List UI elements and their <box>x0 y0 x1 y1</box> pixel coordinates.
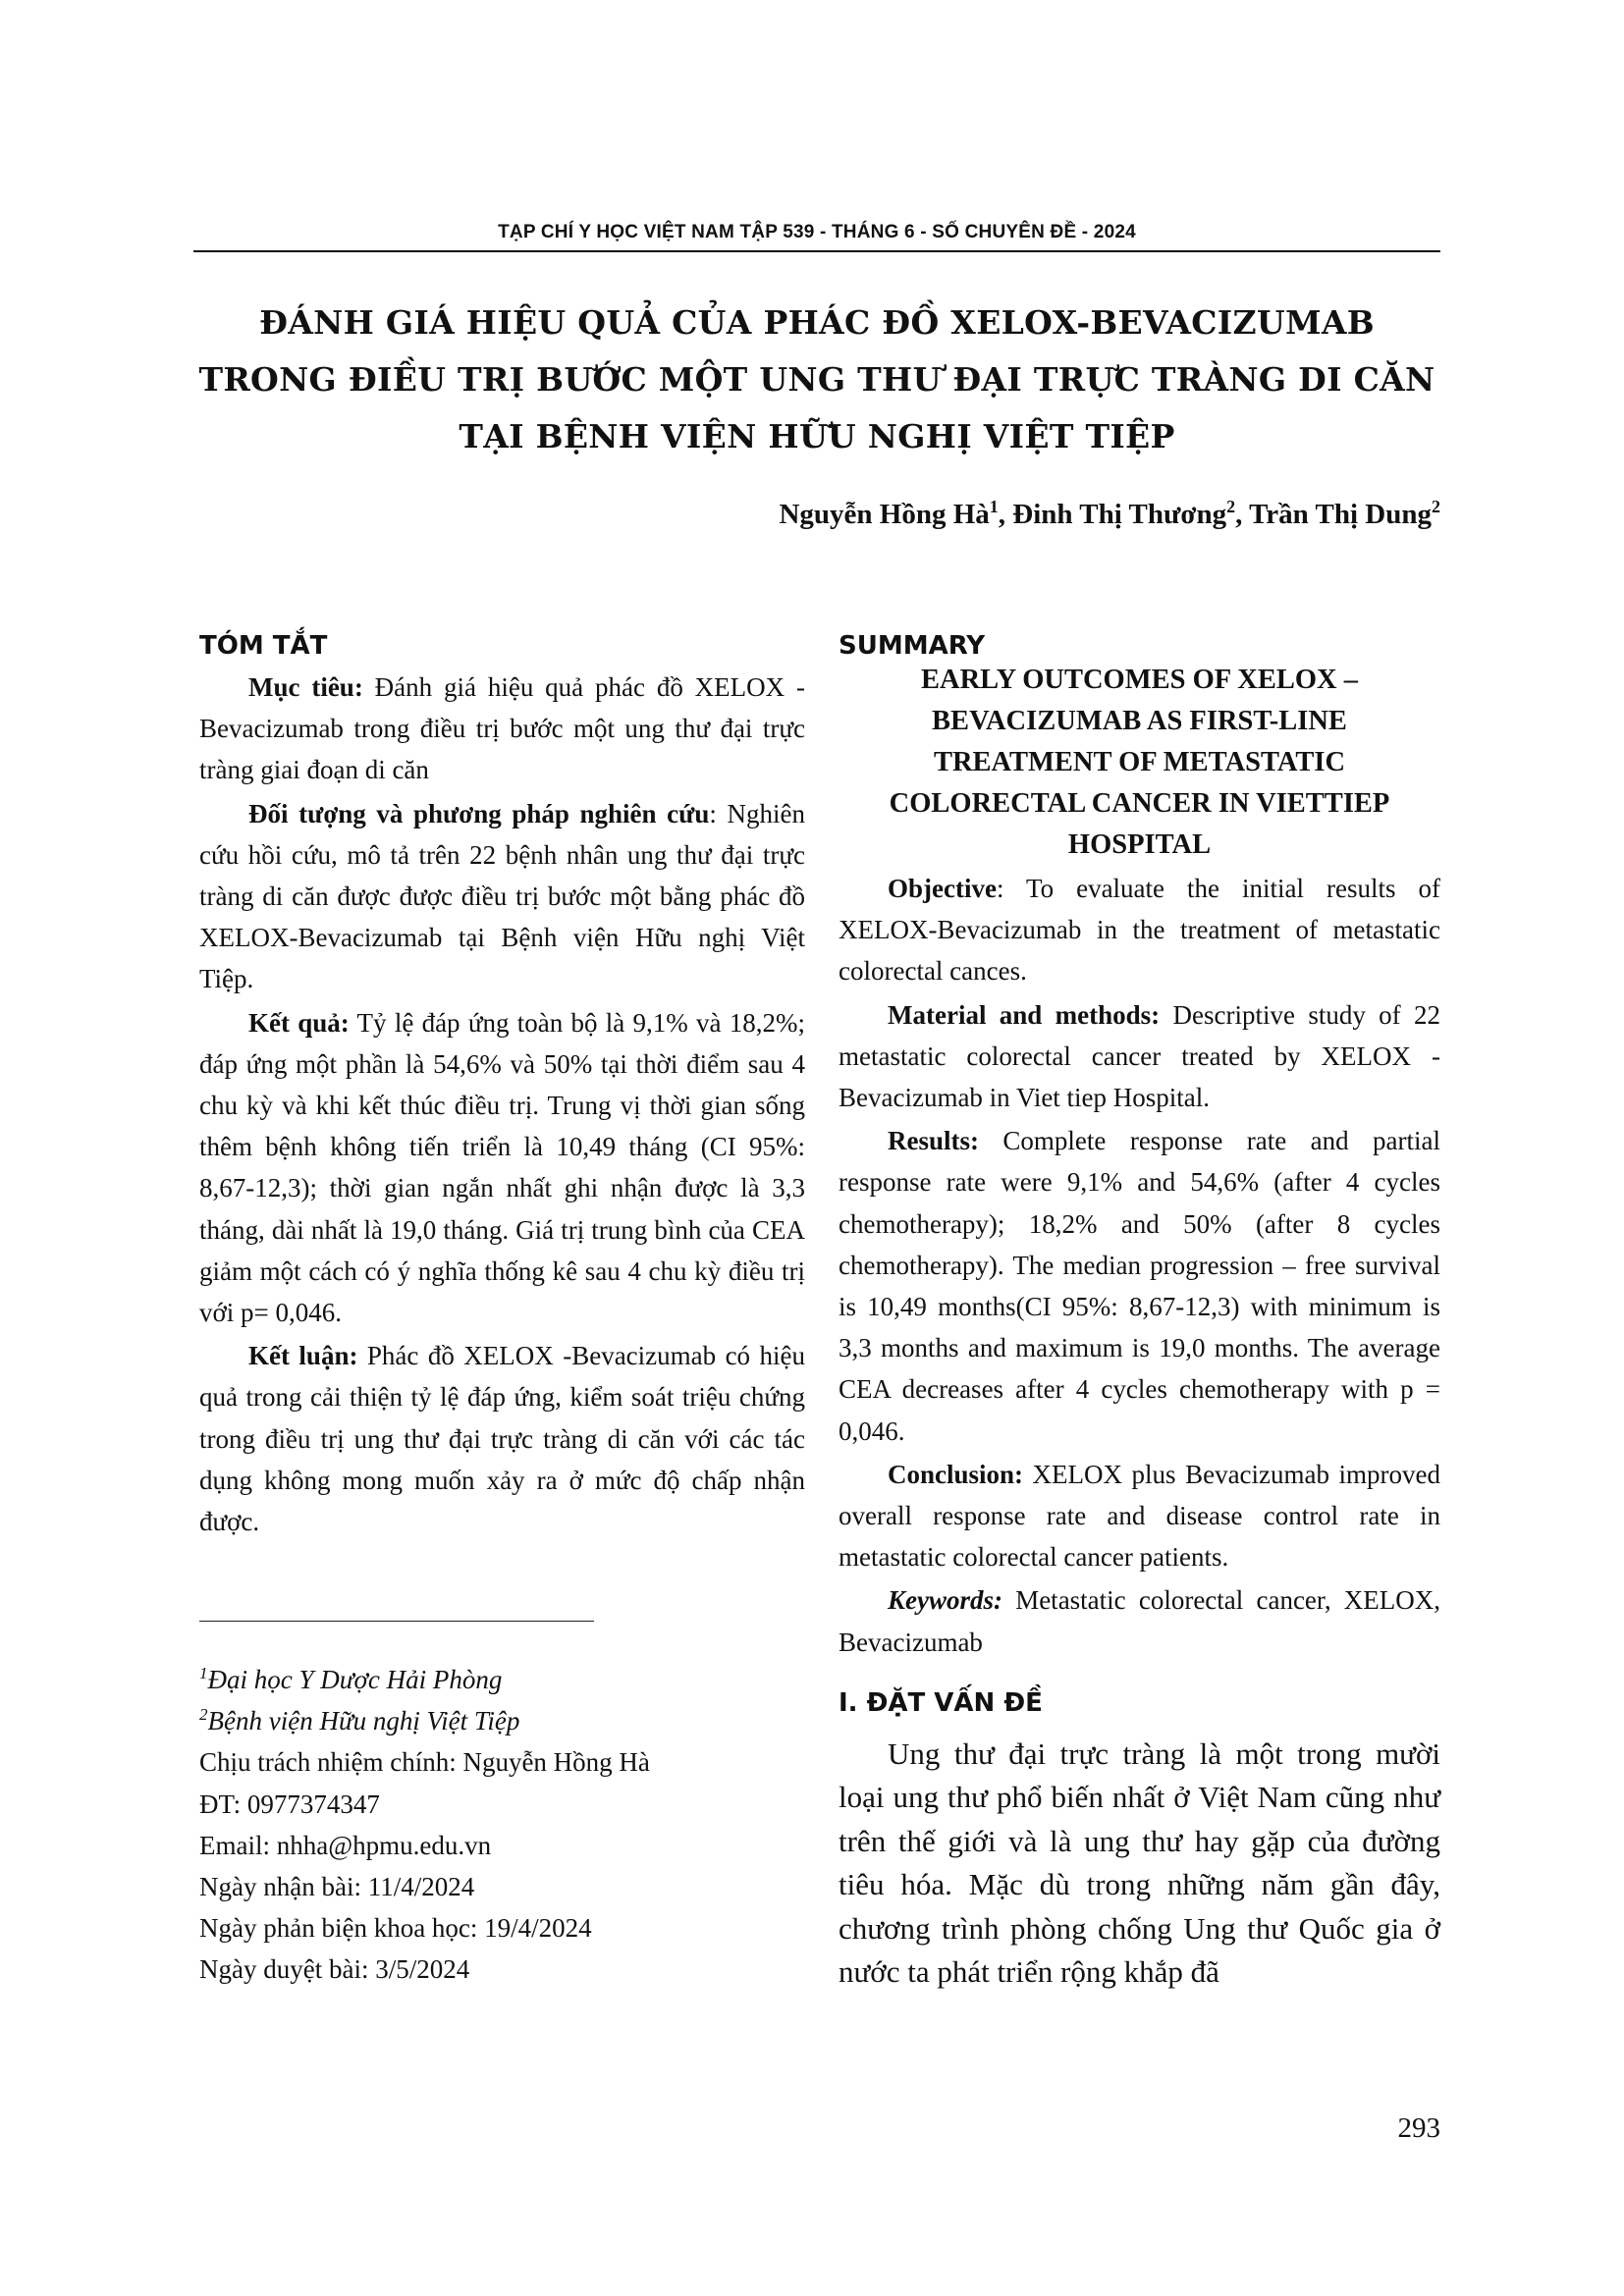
summary-results <box>839 1120 1440 1452</box>
running-head: TẠP CHÍ Y HỌC VIỆT NAM TẬP 539 - THÁNG 6 - SỐ CHUYÊN ĐỀ - 2024 <box>498 222 1136 242</box>
affiliation-1 <box>199 1659 808 1700</box>
author-name: Nguyễn Hồng Hà <box>779 499 990 530</box>
author-list <box>779 499 1440 531</box>
phone-number: ĐT: 0977374347 <box>199 1789 380 1819</box>
paragraph-label: Kết luận: <box>248 1341 358 1371</box>
english-title-line: HOSPITAL <box>1067 829 1212 860</box>
introduction <box>839 1733 1440 1994</box>
paragraph-text: XELOX plus Bevacizumab improved overall response rate and disease control rate in metastatic colorectal cancer patients. <box>839 1459 1440 1573</box>
title-line: TRONG ĐIỀU TRỊ BƯỚC MỘT UNG THƯ ĐẠI TRỰC TRÀNG DI CĂN <box>198 360 1435 399</box>
title-line: ĐÁNH GIÁ HIỆU QUẢ CỦA PHÁC ĐỒ XELOX-BEVACIZUMAB <box>259 303 1375 342</box>
date-reviewed: Ngày phản biện khoa học: 19/4/2024 <box>199 1913 592 1944</box>
english-title-line: BEVACIZUMAB AS FIRST-LINE <box>932 706 1347 736</box>
paragraph-label: Keywords: <box>888 1585 1002 1616</box>
article-title <box>193 294 1440 465</box>
section-heading: I. ĐẶT VẤN ĐỀ <box>839 1688 1043 1718</box>
abstract-conclusion <box>199 1335 805 1542</box>
english-title-line: EARLY OUTCOMES OF XELOX – <box>921 665 1358 695</box>
paragraph-text: : Nghiên cứu hồi cứu, mô tả trên 22 bệnh nhân ung thư đại trực tràng di căn được được điều trị bước một bằng phác đồ XELOX-Bevacizumab tại Bệnh viện Hữu nghị Việt Tiệp. <box>199 798 805 994</box>
email-address: Email: nhha@hpmu.edu.vn <box>199 1830 492 1860</box>
footnote-rule <box>199 1621 594 1622</box>
summary-keywords <box>839 1579 1440 1662</box>
english-title <box>839 660 1440 866</box>
paragraph-label: Kết quả: <box>248 1007 350 1038</box>
date-received: Ngày nhận bài: 11/4/2024 <box>199 1872 475 1902</box>
affiliation-text: Đại học Y Dược Hải Phòng <box>207 1665 503 1694</box>
affiliation-mark: 1 <box>199 1664 208 1682</box>
abstract-vietnamese <box>199 625 805 1542</box>
paragraph-text: Metastatic colorectal cancer, XELOX, Bevacizumab <box>839 1585 1440 1657</box>
footnotes <box>199 1659 808 1991</box>
affiliation-text: Bệnh viện Hữu nghị Việt Tiệp <box>207 1706 520 1736</box>
author-name: Trần Thị Dung <box>1249 499 1432 530</box>
author-affiliation-mark: 1 <box>989 497 999 516</box>
english-title-line: TREATMENT OF METASTATIC <box>933 747 1346 777</box>
summary-methods <box>839 994 1440 1119</box>
paragraph-text: Descriptive study of 22 metastatic colorectal cancer treated by XELOX - Bevacizumab in Viet tiep Hospital. <box>839 999 1440 1113</box>
affiliation-2 <box>199 1700 808 1741</box>
summary-conclusion <box>839 1454 1440 1578</box>
author-affiliation-mark: 2 <box>1432 497 1440 516</box>
paragraph-label: Objective <box>888 874 997 903</box>
author-affiliation-mark: 2 <box>1226 497 1236 516</box>
paragraph-label: Đối tượng và phương pháp nghiên cứu <box>248 798 710 828</box>
page-number: 293 <box>1397 2112 1440 2144</box>
paragraph-label: Material and methods: <box>888 999 1161 1030</box>
header-rule <box>193 250 1440 252</box>
abstract-results <box>199 1002 805 1334</box>
intro-paragraph: Ung thư đại trực tràng là một trong mười loại ung thư phổ biến nhất ở Việt Nam cũng như trên thế giới và là ung thư hay gặp của đường tiêu hóa. Mặc dù trong những năm gần đây, chương trình phòng chống Ung thư Quốc gia ở nước ta phát triển rộng khắp đã <box>839 1736 1440 1990</box>
author-name: Đinh Thị Thương <box>1012 499 1227 530</box>
abstract-english <box>839 625 1440 1663</box>
english-title-line: COLORECTAL CANCER IN VIETTIEP <box>889 788 1390 819</box>
date-accepted: Ngày duyệt bài: 3/5/2024 <box>199 1954 470 1985</box>
paragraph-text: Tỷ lệ đáp ứng toàn bộ là 9,1% và 18,2%; đáp ứng một phần là 54,6% và 50% tại thời điểm sau 4 chu kỳ và khi kết thúc điều trị. Trung vị thời gian sống thêm bệnh không tiến triển là 10,49 tháng (CI 95%: 8,67-12,3); thời gian ngắn nhất ghi nhận được là 3,3 tháng, dài nhất là 19,0 tháng. Giá trị trung bình của CEA giảm một cách có ý nghĩa thống kê sau 4 chu kỳ điều trị với p= 0,046. <box>199 1007 806 1328</box>
corresponding-author: Chịu trách nhiệm chính: Nguyễn Hồng Hà <box>199 1747 650 1778</box>
summary-heading: SUMMARY <box>839 631 986 661</box>
author-separator: , <box>998 499 1013 530</box>
paragraph-text: Phác đồ XELOX -Bevacizumab có hiệu quả trong cải thiện tỷ lệ đáp ứng, kiểm soát triệu chứng trong điều trị ung thư đại trực tràng di căn với các tác dụng không mong muốn xảy ra ở mức độ chấp nhận được. <box>199 1341 805 1537</box>
abstract-heading: TÓM TẮT <box>199 631 328 661</box>
paragraph-text: : To evaluate the initial results of XELOX-Bevacizumab in the treatment of metastatic colorectal cances. <box>839 874 1440 987</box>
paragraph-text: Complete response rate and partial response rate were 9,1% and 54,6% (after 4 cycles chemotherapy); 18,2% and 50% (after 8 cycles chemotherapy). The median progression – free survival is 10,49 months(CI 95%: 8,67-12,3) with minimum is 3,3 months and maximum is 19,0 months. The average CEA decreases after 4 cycles chemotherapy with p = 0,046. <box>839 1126 1440 1446</box>
summary-objective <box>839 868 1440 992</box>
paragraph-label: Conclusion: <box>888 1459 1024 1489</box>
abstract-objective <box>199 667 805 791</box>
paragraph-text: Đánh giá hiệu quả phác đồ XELOX - Bevacizumab trong điều trị bước một ung thư đại trực tràng giai đoạn di căn <box>199 672 805 785</box>
title-line: TẠI BỆNH VIỆN HỮU NGHỊ VIỆT TIỆP <box>459 417 1175 455</box>
affiliation-mark: 2 <box>199 1705 208 1725</box>
paragraph-label: Mục tiêu: <box>248 672 363 702</box>
paragraph-label: Results: <box>888 1126 979 1156</box>
abstract-methods <box>199 793 805 1000</box>
author-separator: , <box>1235 499 1250 530</box>
